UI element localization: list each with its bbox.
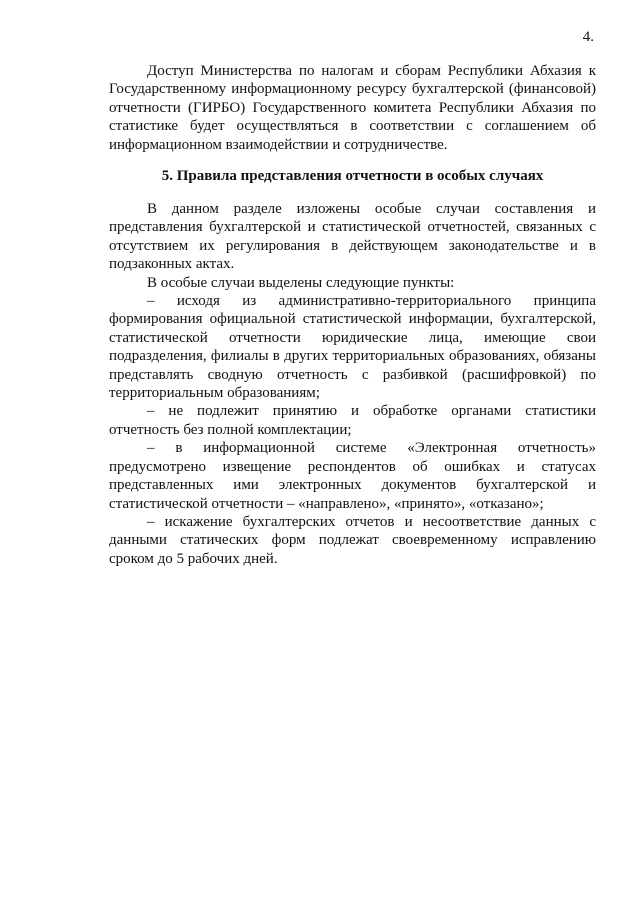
section-paragraph: В особые случаи выделены следующие пункты:: [147, 274, 455, 291]
intro-block: [109, 62, 596, 154]
section-heading: 5. Правила представления отчетности в особых случаях: [161, 168, 544, 184]
page-number: 4.: [582, 29, 594, 45]
section-paragraph: В данном разделе изложены особые случаи составления и представления бухгалтерской и статистической отчетностей, связанных с отсутствием их регулирования в действующем законодательстве и в подзаконных актах.: [109, 201, 596, 273]
intro-paragraph: Доступ Министерства по налогам и сборам Республики Абхазия к Государственному информационному ресурсу бухгалтерской (финансовой) отчетности (ГИРБО) Государственного комитета Республики Абхазия по статистике будет осуществляться в соответствии с соглашением об информационном взаимодействии и сотрудничестве.: [109, 63, 596, 153]
list-item: – искажение бухгалтерских отчетов и несоответствие данных с данными статических форм подлежат своевременному исправлению сроком до 5 рабочих дней.: [109, 513, 596, 567]
list-item: – в информационной системе «Электронная отчетность» предусмотрено извещение респондентов об ошибках и статусах представленных ими электронных документов бухгалтерской и статистической отчетности – «направлено», «принято», «отказано»;: [109, 440, 596, 512]
list-item: – исходя из административно-территориального принципа формирования официальной статистической информации, бухгалтерской, статистической отчетности юридические лица, имеющие свои подразделения, филиалы в других территориальных образованиях, обязаны представлять сводную отчетность с разбивкой (расшифровкой) по территориальным образованиям;: [109, 293, 596, 402]
section-body: [109, 200, 596, 568]
list-item: – не подлежит принятию и обработке органами статистики отчетность без полной комплектации;: [109, 403, 596, 438]
